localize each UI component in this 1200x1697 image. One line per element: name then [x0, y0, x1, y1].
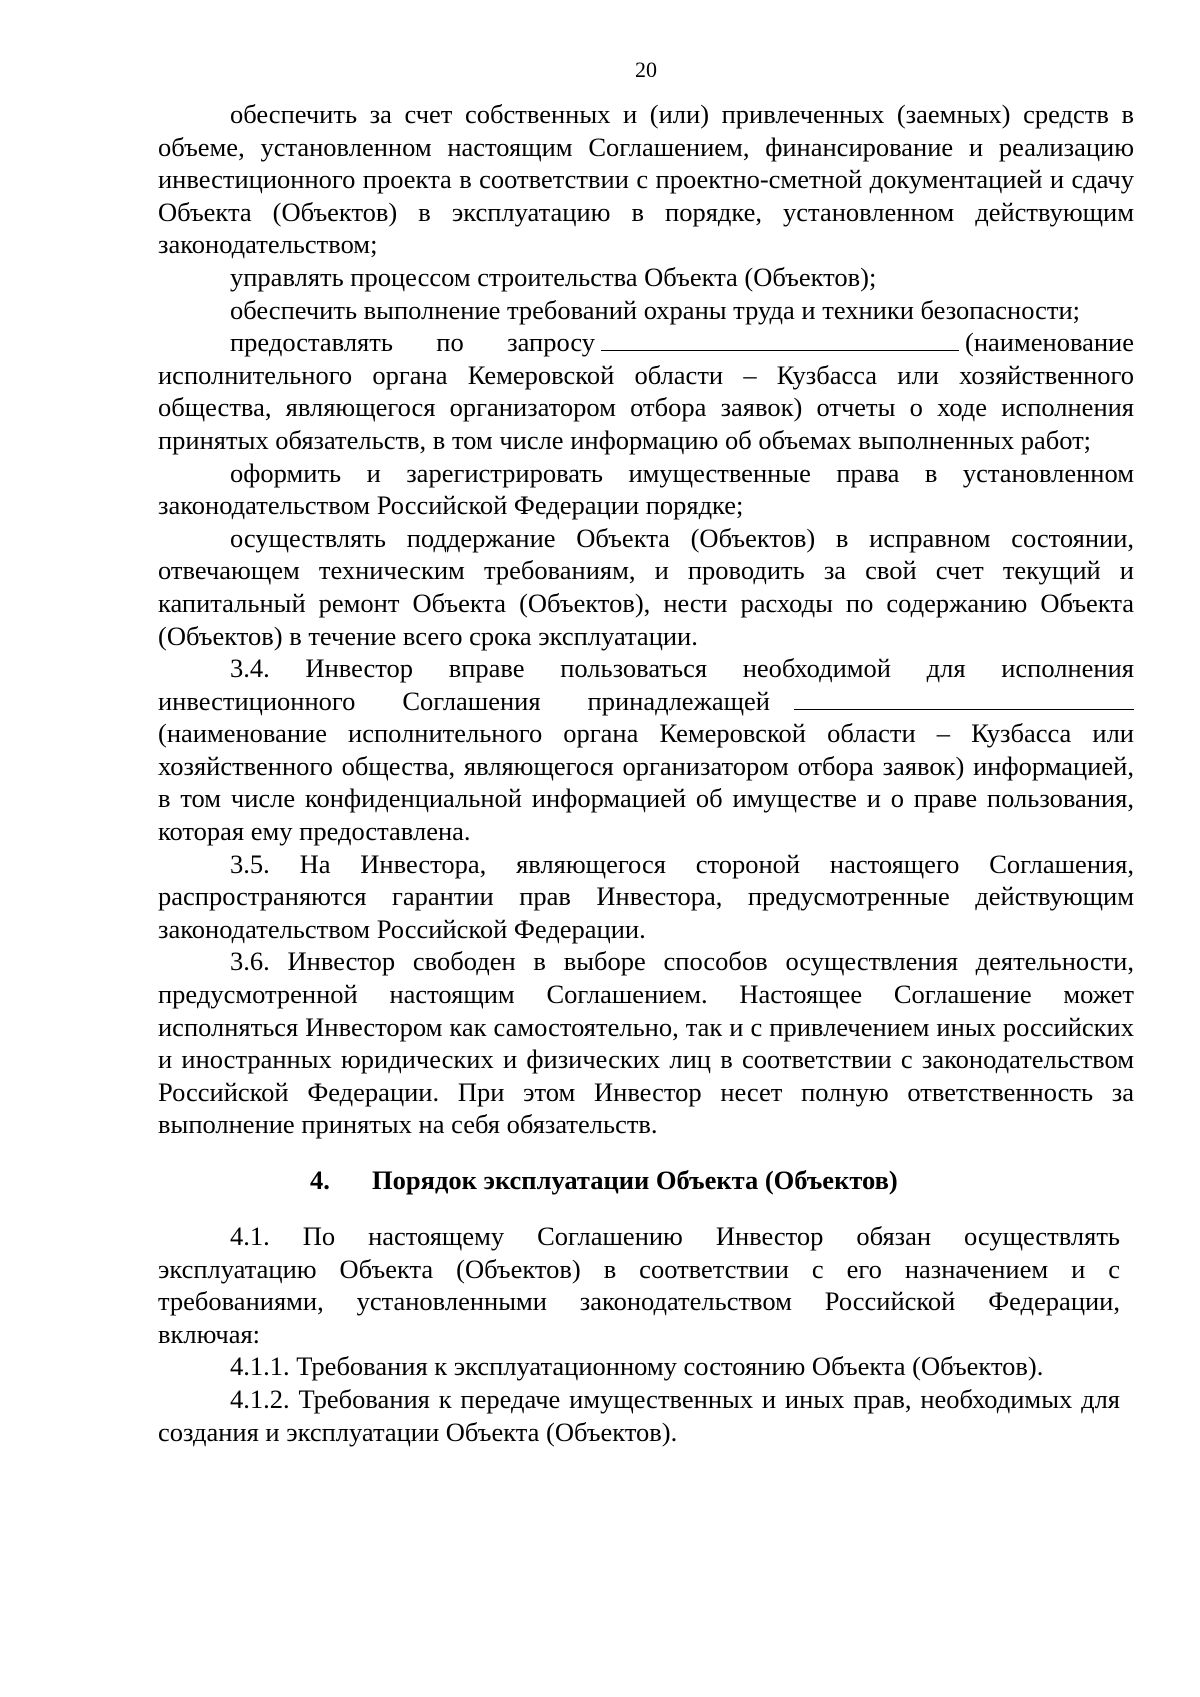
paragraph: 3.6. Инвестор свободен в выборе способов осуществления деятельности, предусмотренной настоящим Соглашением. Настоящее Соглашение может исполняться Инвестором как самостоятельно, так и с привлечением иных российских и иностранных юридических и физических лиц в соответствии с законодательством Российской Федерации. При этом Инвестор несет полную ответственность за выполнение принятых на себя обязательств. — [158, 946, 1134, 1140]
paragraph: 3.5. На Инвестора, являющегося стороной настоящего Соглашения, распространяются гарантии прав Инвестора, предусмотренные действующим законодательством Российской Федерации. — [158, 848, 1134, 944]
section-body — [158, 1220, 1120, 1448]
document-page — [158, 54, 1134, 1448]
paragraph: оформить и зарегистрировать имущественные права в установленном законодательством Российской Федерации порядке; — [158, 457, 1134, 521]
paragraph-request — [158, 326, 1134, 456]
paragraph: 4.1. По настоящему Соглашению Инвестор обязан осуществлять эксплуатацию Объекта (Объектов) в соответствии с его назначением и с требованиями, установленными законодательством Российской Федерации, включая: — [158, 1221, 1120, 1349]
page-number: 20 — [635, 57, 657, 82]
paragraph-3-4-before: 3.4. Инвестор вправе пользоваться необходимой для исполнения инвестиционного Соглашения принадлежащей — [158, 653, 1134, 716]
paragraph: 4.1.2. Требования к передаче имущественных и иных прав, необходимых для создания и эксплуатации Объекта (Объектов). — [158, 1383, 1120, 1447]
paragraph: обеспечить за счет собственных и (или) привлеченных (заемных) средств в объеме, установленном настоящим Соглашением, финансирование и реализацию инвестиционного проекта в соответствии с проектно-сметной документацией и сдачу Объекта (Объектов) в эксплуатацию в порядке, установленном действующим законодательством; — [158, 99, 1134, 260]
paragraph: 4.1.1. Требования к эксплуатационному состоянию Объекта (Объектов). — [230, 1351, 1044, 1382]
section-number: 4. — [310, 1165, 330, 1195]
paragraph-request-before: предоставлять по запросу — [230, 327, 596, 358]
section-heading — [158, 1164, 1134, 1196]
paragraph-3-4-after: (наименование исполнительного органа Кемеровской области – Кузбасса или хозяйственного общества, являющегося организатором отбора заявок) информацией, в том числе конфиденциальной информацией об имуществе и о праве пользования, которая ему предоставлена. — [158, 718, 1134, 847]
paragraph: управлять процессом строительства Объекта (Объектов); — [230, 261, 877, 292]
blank-line — [794, 687, 1134, 710]
paragraph-request-after: (наименование исполнительного органа Кемеровской области – Кузбасса или хозяйственного общества, являющегося организатором отбора заявок) отчеты о ходе исполнения принятых обязательств, в том числе информацию об объемах выполненных работ; — [158, 327, 1134, 455]
blank-line — [601, 328, 959, 351]
paragraph-3-4 — [158, 652, 1134, 848]
paragraph: обеспечить выполнение требований охраны труда и техники безопасности; — [230, 294, 1080, 325]
section-title: Порядок эксплуатации Объекта (Объектов) — [372, 1165, 898, 1195]
paragraph: осуществлять поддержание Объекта (Объектов) в исправном состоянии, отвечающем техническим требованиям, и проводить за свой счет текущий и капитальный ремонт Объекта (Объектов), нести расходы по содержанию Объекта (Объектов) в течение всего срока эксплуатации. — [158, 522, 1134, 651]
